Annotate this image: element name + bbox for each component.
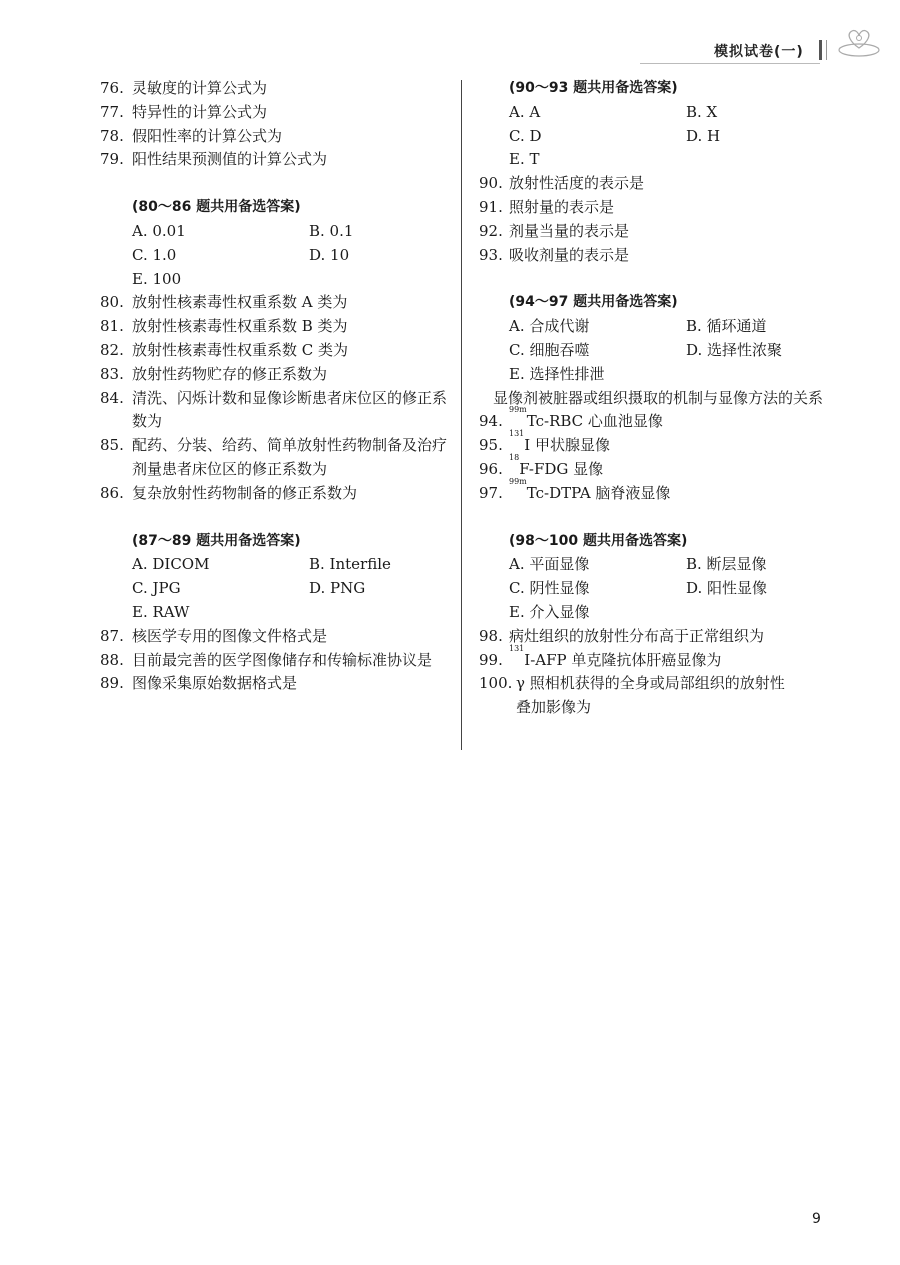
question-98: 98. 病灶组织的放射性分布高于正常组织为 (479, 626, 765, 645)
question-84: 84. 清洗、闪烁计数和显像诊断患者床位区的修正系数为 (100, 388, 448, 431)
question-95: 95. 131 I 甲状腺显像 (479, 429, 610, 455)
question-77: 77. 特异性的计算公式为 (100, 102, 268, 121)
question-83: 83. 放射性药物贮存的修正系数为 (100, 364, 328, 383)
header-underline (640, 63, 820, 64)
question-97: 97. 99m Tc-DTPA 脑脊液显像 (479, 476, 671, 502)
question-86: 86. 复杂放射性药物制备的修正系数为 (100, 483, 358, 502)
page-number: 9 (812, 1211, 821, 1227)
question-76: 76. 灵敏度的计算公式为 (100, 79, 268, 97)
question-85: 85. 配药、分装、给药、简单放射性药物制备及治疗剂量患者床位区的修正系数为 (100, 436, 448, 478)
group-heading-90-93: (90～93 题共用备选答案) (509, 80, 678, 96)
options-row: E. 介入显像 (509, 602, 590, 621)
options-row: A. 0.01 B. 0.1 (132, 221, 354, 240)
question-79: 79. 阳性结果预测值的计算公式为 (100, 150, 328, 169)
question-81: 81. 放射性核素毒性权重系数 B 类为 (100, 317, 348, 336)
question-99: 99. 131 I-AFP 单克隆抗体肝癌显像为 (479, 643, 722, 669)
options-row: A. 合成代谢 B. 循环通道 (509, 317, 767, 336)
group-intro-text: 显像剂被脏器或组织摄取的机制与显像方法的关系 (493, 388, 824, 407)
question-88: 88. 目前最完善的医学图像储存和传输标准协议是 (100, 650, 433, 669)
question-90: 90. 放射性活度的表示是 (479, 174, 645, 193)
publisher-logo-icon (836, 26, 882, 58)
options-row: E. 选择性排泄 (509, 364, 605, 383)
group-heading-98-100: (98～100 题共用备选答案) (509, 532, 688, 549)
header-rule-thick (819, 40, 822, 60)
question-100: 100. γ 照相机获得的全身或局部组织的放射性 (479, 674, 785, 693)
group-heading-87-89: (87～89 题共用备选答案) (132, 532, 301, 549)
options-row: E. 100 (132, 269, 182, 288)
question-89: 89. 图像采集原始数据格式是 (100, 674, 298, 693)
right-column (479, 77, 829, 720)
question-94: 94. 99m Tc-RBC 心血池显像 (479, 405, 663, 431)
options-row: A. 平面显像 B. 断层显像 (509, 555, 767, 574)
options-row: C. 阴性显像 D. 阳性显像 (509, 579, 768, 598)
group-heading-94-97: (94～97 题共用备选答案) (509, 294, 678, 311)
question-80: 80. 放射性核素毒性权重系数 A 类为 (100, 293, 348, 312)
options-row: C. 细胞吞噬 D. 选择性浓聚 (509, 340, 783, 359)
question-87: 87. 核医学专用的图像文件格式是 (100, 626, 328, 645)
options-row: C. 1.0 D. 10 (132, 245, 350, 264)
options-row: C. D D. H (509, 126, 721, 145)
question-92: 92. 剂量当量的表示是 (479, 221, 630, 240)
options-row: E. T (509, 150, 540, 169)
options-row: A. DICOM B. Interfile (132, 555, 391, 574)
options-row: E. RAW (132, 602, 190, 621)
question-96: 96. 18 F-FDG 显像 (479, 452, 604, 478)
options-row: A. A B. X (509, 102, 718, 121)
left-column (100, 77, 450, 696)
column-divider (461, 80, 462, 750)
question-100-continuation: 叠加影像为 (516, 698, 592, 717)
group-heading-80-86: (80～86 题共用备选答案) (132, 199, 301, 216)
question-93: 93. 吸收剂量的表示是 (479, 245, 630, 264)
question-91: 91. 照射量的表示是 (479, 197, 615, 216)
header-rule-thin (826, 40, 827, 60)
options-row: C. JPG D. PNG (132, 579, 366, 598)
question-78: 78. 假阳性率的计算公式为 (100, 126, 283, 145)
question-82: 82. 放射性核素毒性权重系数 C 类为 (100, 340, 349, 359)
running-header-title: 模拟试卷(一) (714, 44, 804, 60)
